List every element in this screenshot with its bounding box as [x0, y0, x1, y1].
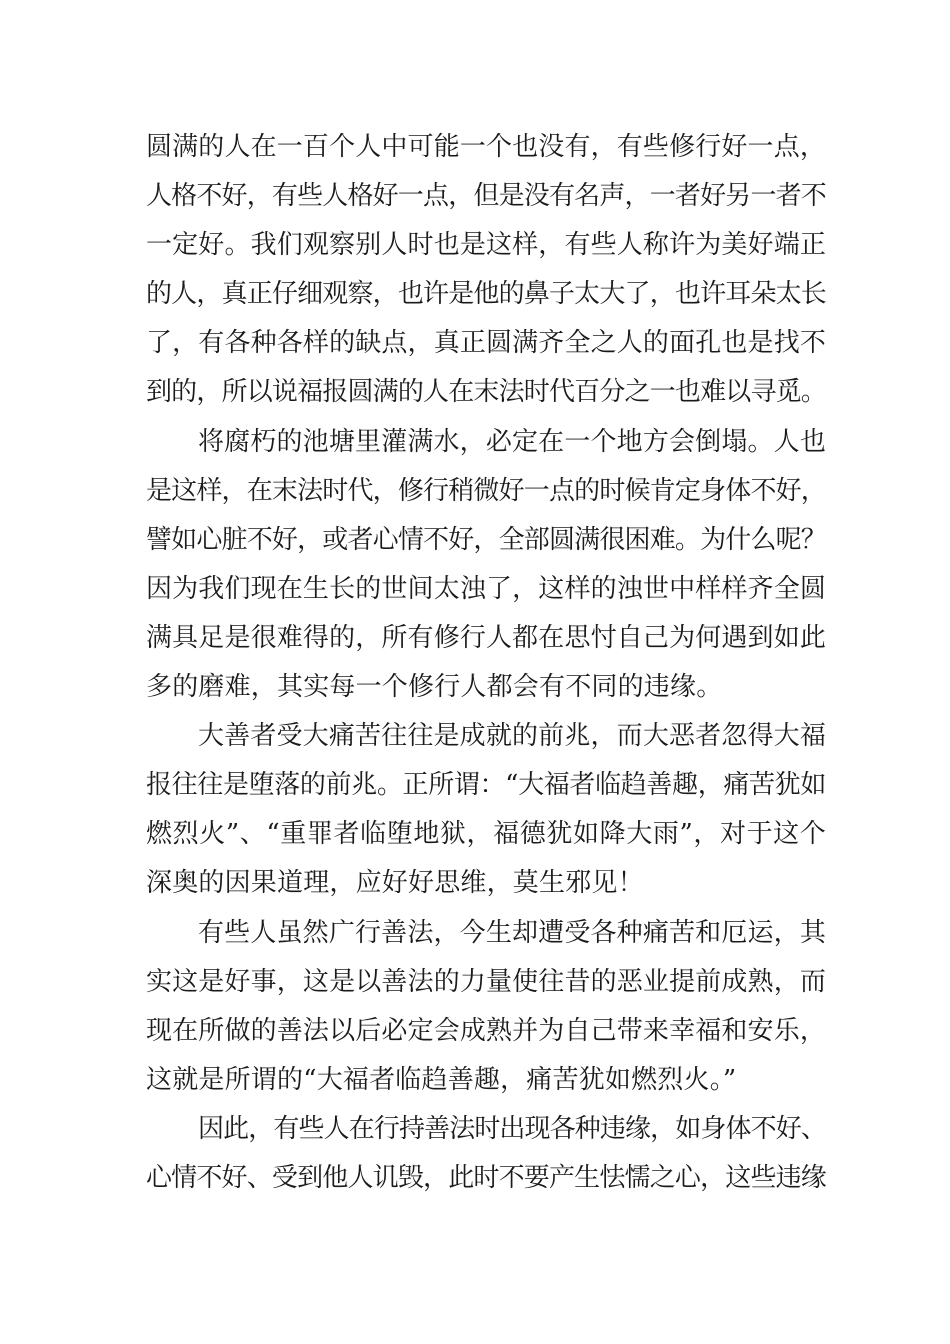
- text-line: 的人，真正仔细观察，也许是他的鼻子太大了，也许耳朵太长: [146, 279, 826, 310]
- text-line: 燃烈火”、“重罪者临堕地狱，福德犹如降大雨”，对于这个: [146, 819, 827, 850]
- text-line: 满具足是很难得的，所有修行人都在思忖自己为何遇到如此: [146, 622, 826, 653]
- body-text: [146, 123, 826, 1203]
- text-line: 深奥的因果道理，应好好思维，莫生邪见！: [146, 868, 644, 899]
- text-line: 将腐朽的池塘里灌满水，必定在一个地方会倒塌。人也: [198, 426, 826, 457]
- text-line: 大善者受大痛苦往往是成就的前兆，而大恶者忽得大福: [198, 721, 826, 752]
- text-line: 有些人虽然广行善法，今生却遭受各种痛苦和厄运，其: [198, 917, 826, 948]
- text-line: 譬如心脏不好，或者心情不好，全部圆满很困难。为什么呢？: [146, 524, 826, 555]
- text-line: 一定好。我们观察别人时也是这样，有些人称许为美好端正: [146, 230, 826, 261]
- text-line: 是这样，在末法时代，修行稍微好一点的时候肯定身体不好，: [146, 475, 826, 506]
- text-line: 这就是所谓的“大福者临趋善趣，痛苦犹如燃烈火。”: [146, 1064, 737, 1095]
- text-line: 实这是好事，这是以善法的力量使往昔的恶业提前成熟，而: [146, 966, 826, 997]
- text-line: 报往往是堕落的前兆。正所谓：“大福者临趋善趣，痛苦犹如: [146, 770, 826, 801]
- text-line: 因此，有些人在行持善法时出现各种违缘，如身体不好、: [198, 1113, 826, 1144]
- text-line: 多的磨难，其实每一个修行人都会有不同的违缘。: [146, 672, 723, 703]
- text-line: 现在所做的善法以后必定会成熟并为自己带来幸福和安乐，: [146, 1015, 826, 1046]
- text-line: 了，有各种各样的缺点，真正圆满齐全之人的面孔也是找不: [146, 328, 826, 359]
- text-line: 因为我们现在生长的世间太浊了，这样的浊世中样样齐全圆: [146, 573, 826, 604]
- text-line: 到的，所以说福报圆满的人在末法时代百分之一也难以寻觅。: [146, 377, 826, 408]
- text-line: 心情不好、受到他人讥毁，此时不要产生怯懦之心，这些违缘: [146, 1162, 826, 1193]
- text-line: 人格不好，有些人格好一点，但是没有名声，一者好另一者不: [146, 181, 826, 212]
- text-line: 圆满的人在一百个人中可能一个也没有，有些修行好一点，: [146, 132, 826, 162]
